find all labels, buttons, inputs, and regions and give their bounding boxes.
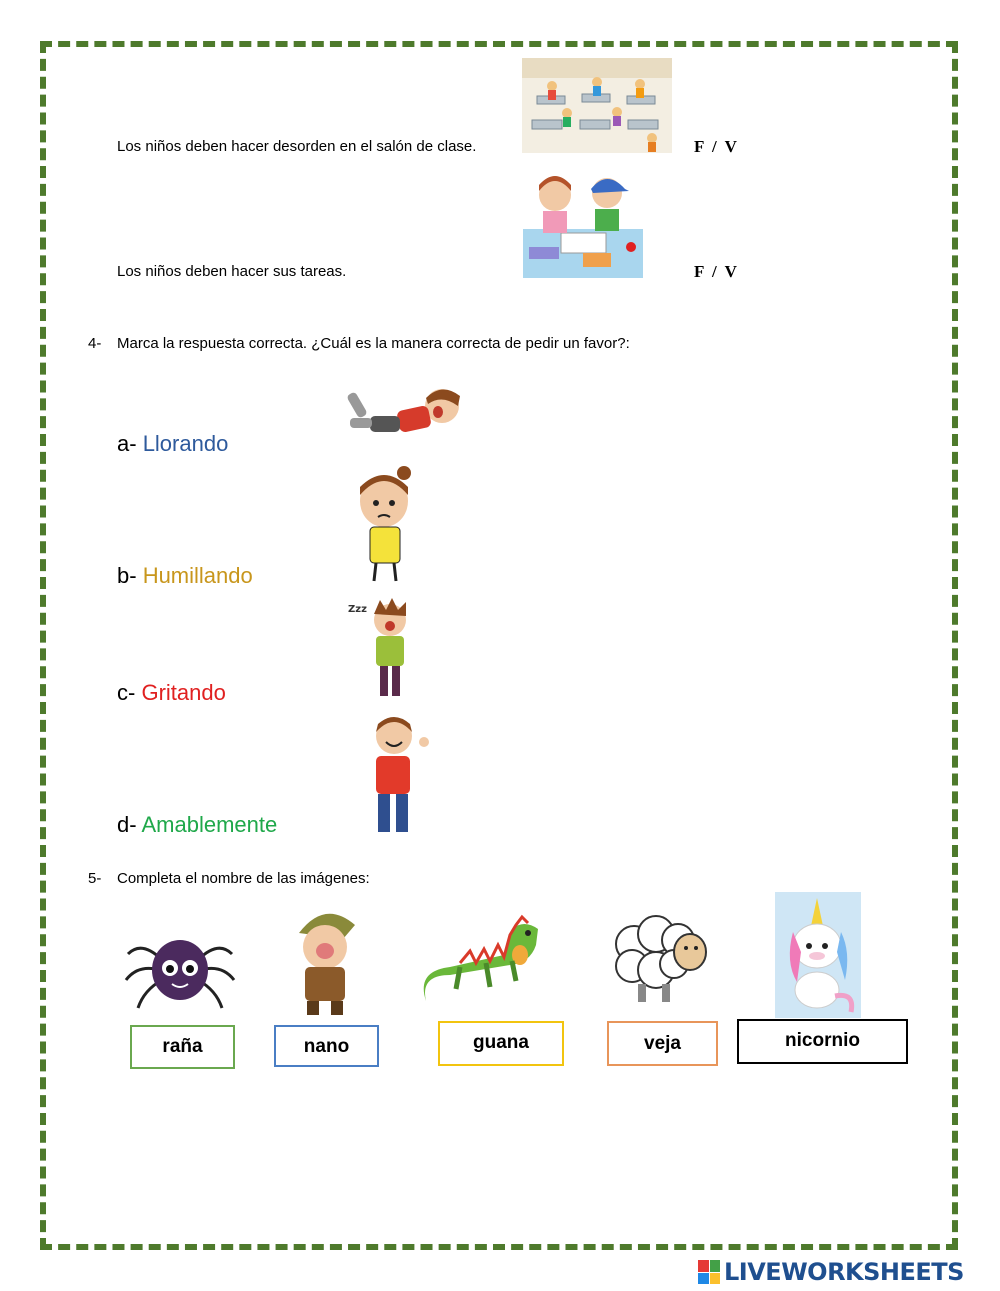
- iguana-word: guana: [473, 1032, 529, 1053]
- angry-girl-image: [346, 465, 422, 585]
- option-a[interactable]: [117, 431, 228, 457]
- option-b-letter: b-: [117, 563, 137, 588]
- option-d-word: Amablemente: [141, 812, 278, 837]
- classroom-image: [522, 58, 672, 153]
- option-d[interactable]: [117, 812, 277, 838]
- question-5-prompt: Completa el nombre de las imágenes:: [117, 870, 370, 887]
- question-4-prompt: Marca la respuesta correcta. ¿Cuál es la manera correcta de pedir un favor?:: [117, 335, 630, 352]
- unicorn-word: nicornio: [785, 1030, 860, 1051]
- kids-homework-image: [523, 167, 643, 278]
- liveworksheets-logo-icon: [698, 1260, 720, 1284]
- option-a-letter: a-: [117, 431, 137, 456]
- liveworksheets-brand: LIVEWORKSHEETS: [724, 1258, 964, 1286]
- question-4-number: 4-: [88, 335, 102, 352]
- shouting-boy-image: [346, 594, 424, 704]
- crying-child-image: [346, 378, 468, 454]
- sheep-word: veja: [644, 1033, 681, 1054]
- dwarf-word-box[interactable]: [274, 1025, 379, 1067]
- liveworksheets-logo: [698, 1258, 964, 1286]
- iguana-image: [420, 905, 550, 1017]
- option-a-word: Llorando: [142, 431, 229, 456]
- spider-word: raña: [162, 1036, 203, 1057]
- unicorn-image: [775, 892, 861, 1018]
- statement-2-choices[interactable]: F / V: [694, 262, 737, 281]
- option-b[interactable]: [117, 563, 253, 589]
- statement-1-text: Los niños deben hacer desorden en el salón de clase.: [117, 138, 477, 155]
- question-5-number: 5-: [88, 870, 102, 887]
- svg-text:Zzz: Zzz: [348, 604, 367, 615]
- unicorn-word-box[interactable]: [737, 1019, 908, 1064]
- sheep-word-box[interactable]: [607, 1021, 718, 1066]
- sheep-image: [604, 904, 718, 1008]
- dwarf-word: nano: [303, 1036, 350, 1057]
- statement-1-choices[interactable]: F / V: [694, 137, 737, 156]
- spider-word-box[interactable]: [130, 1025, 235, 1069]
- option-b-word: Humillando: [142, 563, 253, 588]
- kind-boy-image: [364, 712, 436, 834]
- option-d-letter: d-: [117, 812, 137, 837]
- spider-image: [122, 920, 238, 1016]
- dwarf-image: [285, 905, 366, 1017]
- option-c[interactable]: [117, 680, 226, 706]
- option-c-word: Gritando: [141, 680, 226, 705]
- option-c-letter: c-: [117, 680, 136, 705]
- iguana-word-box[interactable]: [438, 1021, 564, 1066]
- statement-2-text: Los niños deben hacer sus tareas.: [117, 263, 347, 280]
